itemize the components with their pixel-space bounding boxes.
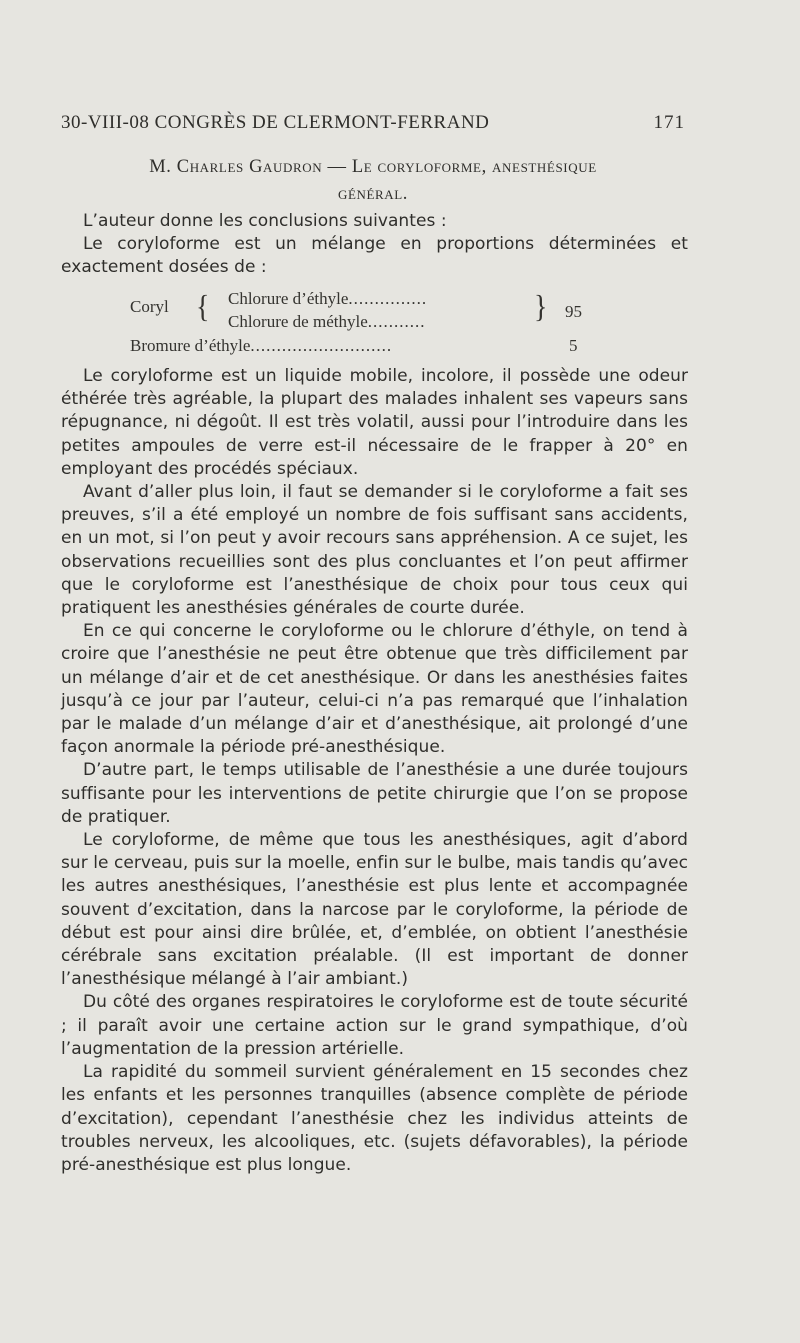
row-2-name: Chlorure de méthyle xyxy=(228,312,368,331)
article-title-block xyxy=(61,154,685,208)
author-prefix: M. xyxy=(149,157,177,177)
coryl-label: Coryl xyxy=(130,297,169,316)
composition-row-methyl-chloride xyxy=(228,312,426,332)
article-title-line-1 xyxy=(61,154,685,181)
running-head-title: 30-VIII-08 CONGRÈS DE CLERMONT-FERRAND xyxy=(61,112,490,133)
intro-line-2: Le coryloforme est un mélange en proportions déterminées et exactement dosées de : xyxy=(61,234,688,278)
right-brace-icon: } xyxy=(534,289,548,326)
composition-row-ethyl-bromide xyxy=(130,336,392,356)
intro-text xyxy=(61,210,688,280)
composition-table xyxy=(120,289,620,364)
article-title-continuation: général. xyxy=(337,184,409,204)
paragraph: D’autre part, le temps utilisable de l’anesthésie a une durée toujours suffisante pour les interventions de petite chirurgie que l’on se propose de pratiquer. xyxy=(61,760,688,827)
paragraph: La rapidité du sommeil survient généralement en 15 secondes chez les enfants et les personnes tranquilles (absence complète de période d’excitation), cependant l’anesthésie chez les individus atteints de troubles nerveux, les alcooliques, etc. (sujets défavorables), la période pré-anesthésique est plus longue. xyxy=(61,1062,688,1175)
row-1-name: Chlorure d’éthyle xyxy=(228,289,349,308)
left-brace-icon: { xyxy=(196,289,210,326)
intro-line-1: L’auteur donne les conclusions suivantes : xyxy=(83,211,447,231)
bromure-value: 5 xyxy=(569,336,578,355)
paragraph: Du côté des organes respiratoires le coryloforme est de toute sécurité ; il paraît avoir une certaine action sur le grand sympathique, d’où l’augmentation de la pression artérielle. xyxy=(61,992,688,1059)
composition-row-ethyl-chloride xyxy=(228,289,427,309)
author-name: Charles Gaudron xyxy=(176,157,323,177)
paragraph: Le coryloforme est un liquide mobile, incolore, il possède une odeur éthérée très agréable, la plupart des malades inhalent ses vapeurs sans répugnance, ni dégoût. Il est très volatil, aussi pour l’introduire dans les petites ampoules de verre est-il nécessaire de le frapper à 20° en employant des procédés spéciaux. xyxy=(61,366,688,479)
row-3-leaders: ........................... xyxy=(250,336,393,355)
row-1-leaders: ............... xyxy=(348,289,428,308)
body-text xyxy=(61,365,688,1177)
row-2-leaders: ........... xyxy=(367,312,426,331)
running-head xyxy=(61,112,685,138)
paragraph: Le coryloforme, de même que tous les anesthésiques, agit d’abord sur le cerveau, puis sur la moelle, enfin sur le bulbe, mais tandis qu’avec les autres anesthésiques, l’anesthésie est plus lente et accompagnée souvent d’excitation, dans la narcose par le coryloforme, la période de début est pour ainsi dire brûlée, et, d’emblée, on obtient l’anesthésie cérébrale sans excitation préalable. (Il est important de donner l’anesthésique mélangé à l’air ambiant.) xyxy=(61,830,688,990)
title-separator: — xyxy=(322,157,352,177)
page-number: 171 xyxy=(653,112,685,133)
paragraph: Avant d’aller plus loin, il faut se demander si le coryloforme a fait ses preuves, s’il a été employé un nombre de fois suffisant sans accidents, en un mot, si l’on peut y avoir recours sans appréhension. A ce sujet, les observations recueillies sont des plus concluantes et l’on peut affirmer que le coryloforme est l’anesthésique de choix pour tous ceux qui pratiquent les anesthésies générales de courte durée. xyxy=(61,482,688,619)
paragraph: En ce qui concerne le coryloforme ou le chlorure d’éthyle, on tend à croire que l’anesthésie ne peut être obtenue que très difficilement par un mélange d’air et de cet anesthésique. Or dans les anesthésies faites jusqu’à ce jour par l’auteur, celui-ci n’a pas remarqué que l’inhalation par le malade d’un mélange d’air et d’anesthésique, ait prolongé d’une façon anormale la période pré-anesthésique. xyxy=(61,621,688,758)
coryl-value: 95 xyxy=(565,302,582,321)
row-3-name: Bromure d’éthyle xyxy=(130,336,251,355)
article-title: Le coryloforme, anesthésique xyxy=(351,157,597,177)
